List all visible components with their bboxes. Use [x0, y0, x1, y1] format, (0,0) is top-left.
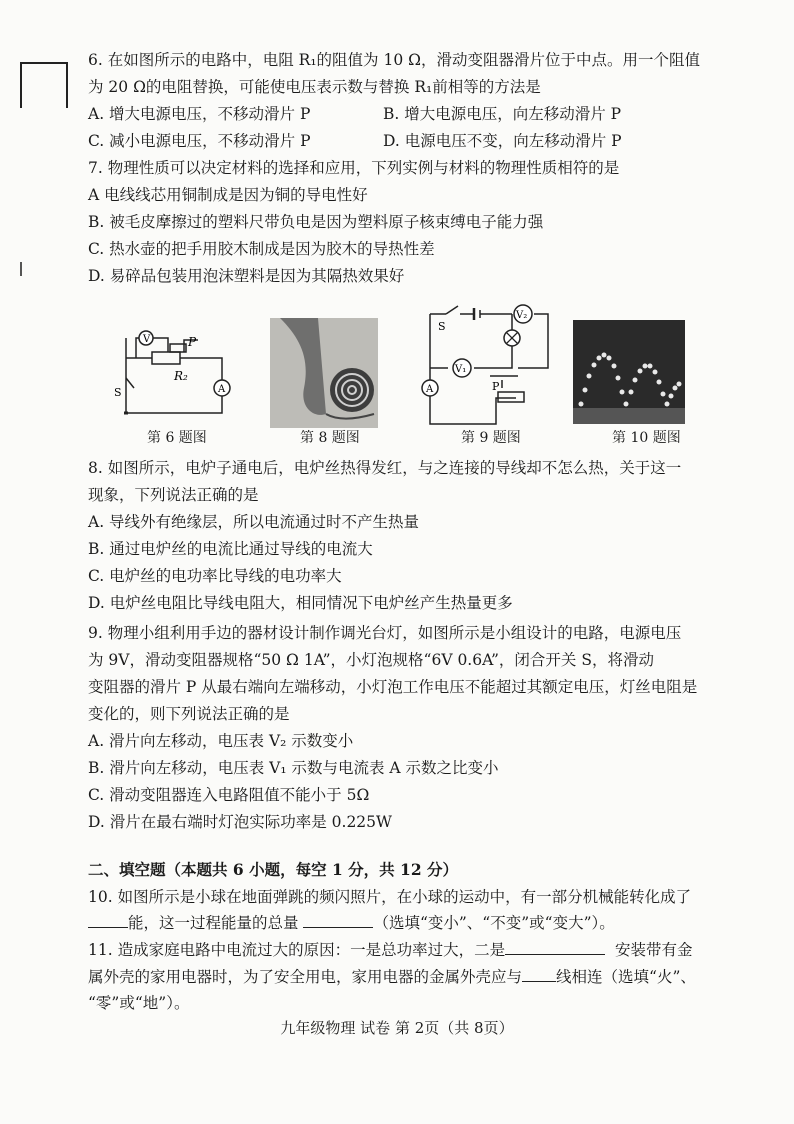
q11-line2-start: 属外壳的家用电器时，为了安全用电，家用电器的金属外壳应与 — [88, 968, 523, 986]
q6-line1: 6. 在如图所示的电路中，电阻 R₁的阻值为 10 Ω，滑动变阻器滑片位于中点。用一个阻值 — [88, 51, 700, 69]
q7-option-b: B. 被毛皮摩擦过的塑料尺带负电是因为塑料原子核束缚电子能力强 — [88, 213, 544, 231]
fig6-r2-label: R₂ — [174, 369, 188, 383]
q9-option-a: A. 滑片向左移动，电压表 V₂ 示数变小 — [88, 732, 354, 750]
q8-option-a: A. 导线外有绝缘层，所以电流通过时不产生热量 — [88, 513, 420, 531]
q7-option-a: A 电线线芯用铜制成是因为铜的导电性好 — [88, 186, 368, 204]
q7-stem: 7. 物理性质可以决定材料的选择和应用，下列实例与材料的物理性质相符的是 — [88, 159, 620, 177]
margin-bracket — [20, 62, 68, 108]
q6-line2: 为 20 Ω的电阻替换，可能使电压表示数与替换 R₁前相等的方法是 — [88, 78, 541, 96]
fig6-p-label: P — [188, 335, 197, 349]
q8-option-b: B. 通过电炉丝的电流比通过导线的电流大 — [88, 540, 373, 558]
q11-line3: “零”或“地”）。 — [88, 994, 190, 1012]
fig9-v2-label: V₂ — [516, 310, 528, 321]
section-2-heading: 二、填空题（本题共 6 小题，每空 1 分，共 12 分） — [88, 860, 459, 879]
q6-option-c: C. 减小电源电压，不移动滑片 P — [88, 132, 311, 150]
figure-10-photo — [573, 320, 685, 424]
q9-option-c: C. 滑动变阻器连入电路阻值不能小于 5Ω — [88, 786, 370, 804]
figure-9-circuit — [416, 300, 554, 428]
figure-6-caption: 第 6 题图 — [147, 430, 207, 446]
q11-line1-start: 11. 造成家庭电路中电流过大的原因：一是总功率过大，二是 — [88, 941, 506, 959]
figure-6-circuit — [112, 318, 242, 428]
fig9-s-label: S — [438, 320, 446, 333]
q11-line2-end: 线相连（选填“火”、 — [556, 968, 696, 986]
q10-blank-2[interactable] — [303, 913, 373, 928]
q7-option-d: D. 易碎品包装用泡沫塑料是因为其隔热效果好 — [88, 267, 405, 285]
q9-line4: 变化的，则下列说法正确的是 — [88, 705, 290, 723]
q8-line1: 8. 如图所示，电炉子通电后，电炉丝热得发红，与之连接的导线却不怎么热，关于这一 — [88, 459, 682, 477]
figure-8-photo — [270, 318, 378, 428]
q9-line1: 9. 物理小组利用手边的器材设计制作调光台灯，如图所示是小组设计的电路，电源电压 — [88, 624, 682, 642]
q9-option-b: B. 滑片向左移动，电压表 V₁ 示数与电流表 A 示数之比变小 — [88, 759, 499, 777]
fig6-v-label: V — [143, 334, 151, 345]
q10-line1: 10. 如图所示是小球在地面弹跳的频闪照片，在小球的运动中，有一部分机械能转化成了 — [88, 888, 692, 906]
q7-option-c: C. 热水壶的把手用胶木制成是因为胶木的导热性差 — [88, 240, 435, 258]
page-footer: 九年级物理 试卷 第 2页（共 8页） — [280, 1019, 514, 1037]
q11-line1-end: 安装带有金 — [614, 941, 693, 959]
fig6-a-label: A — [218, 384, 226, 395]
figure-9-caption: 第 9 题图 — [461, 430, 521, 446]
q9-option-d: D. 滑片在最右端时灯泡实际功率是 0.225W — [88, 813, 392, 831]
q6-option-b: B. 增大电源电压，向左移动滑片 P — [383, 105, 622, 123]
q10-line2-tail: （选填“变小”、“不变”或“变大”）。 — [373, 914, 615, 932]
q9-line3: 变阻器的滑片 P 从最右端向左端移动，小灯泡工作电压不能超过其额定电压，灯丝电阻是 — [88, 678, 698, 696]
fig6-s-label: S — [114, 386, 122, 399]
figure-8-caption: 第 8 题图 — [300, 430, 360, 446]
q11-blank-2[interactable] — [522, 967, 556, 982]
q10-line2-text: 能，这一过程能量的总量 — [128, 914, 299, 932]
fig9-v1-label: V₁ — [455, 364, 467, 375]
q10-line2 — [88, 913, 764, 933]
q9-line2: 为 9V，滑动变阻器规格“50 Ω 1A”，小灯泡规格“6V 0.6A”，闭合开关 S，将滑动 — [88, 651, 654, 669]
q6-option-a: A. 增大电源电压，不移动滑片 P — [88, 105, 311, 123]
q6-option-d: D. 电源电压不变，向左移动滑片 P — [383, 132, 622, 150]
q8-line2: 现象，下列说法正确的是 — [88, 486, 259, 504]
q10-blank-1[interactable] — [88, 913, 128, 928]
q11-line2 — [88, 967, 764, 987]
fig9-p-label: P — [492, 380, 500, 393]
q11-blank-1[interactable] — [505, 940, 605, 955]
fig9-a-label: A — [426, 384, 434, 395]
margin-tick — [20, 262, 22, 276]
q8-option-c: C. 电炉丝的电功率比导线的电功率大 — [88, 567, 342, 585]
q8-option-d: D. 电炉丝电阻比导线电阻大，相同情况下电炉丝产生热量更多 — [88, 594, 513, 612]
q11-line1 — [88, 940, 764, 960]
figure-10-caption: 第 10 题图 — [612, 430, 681, 446]
